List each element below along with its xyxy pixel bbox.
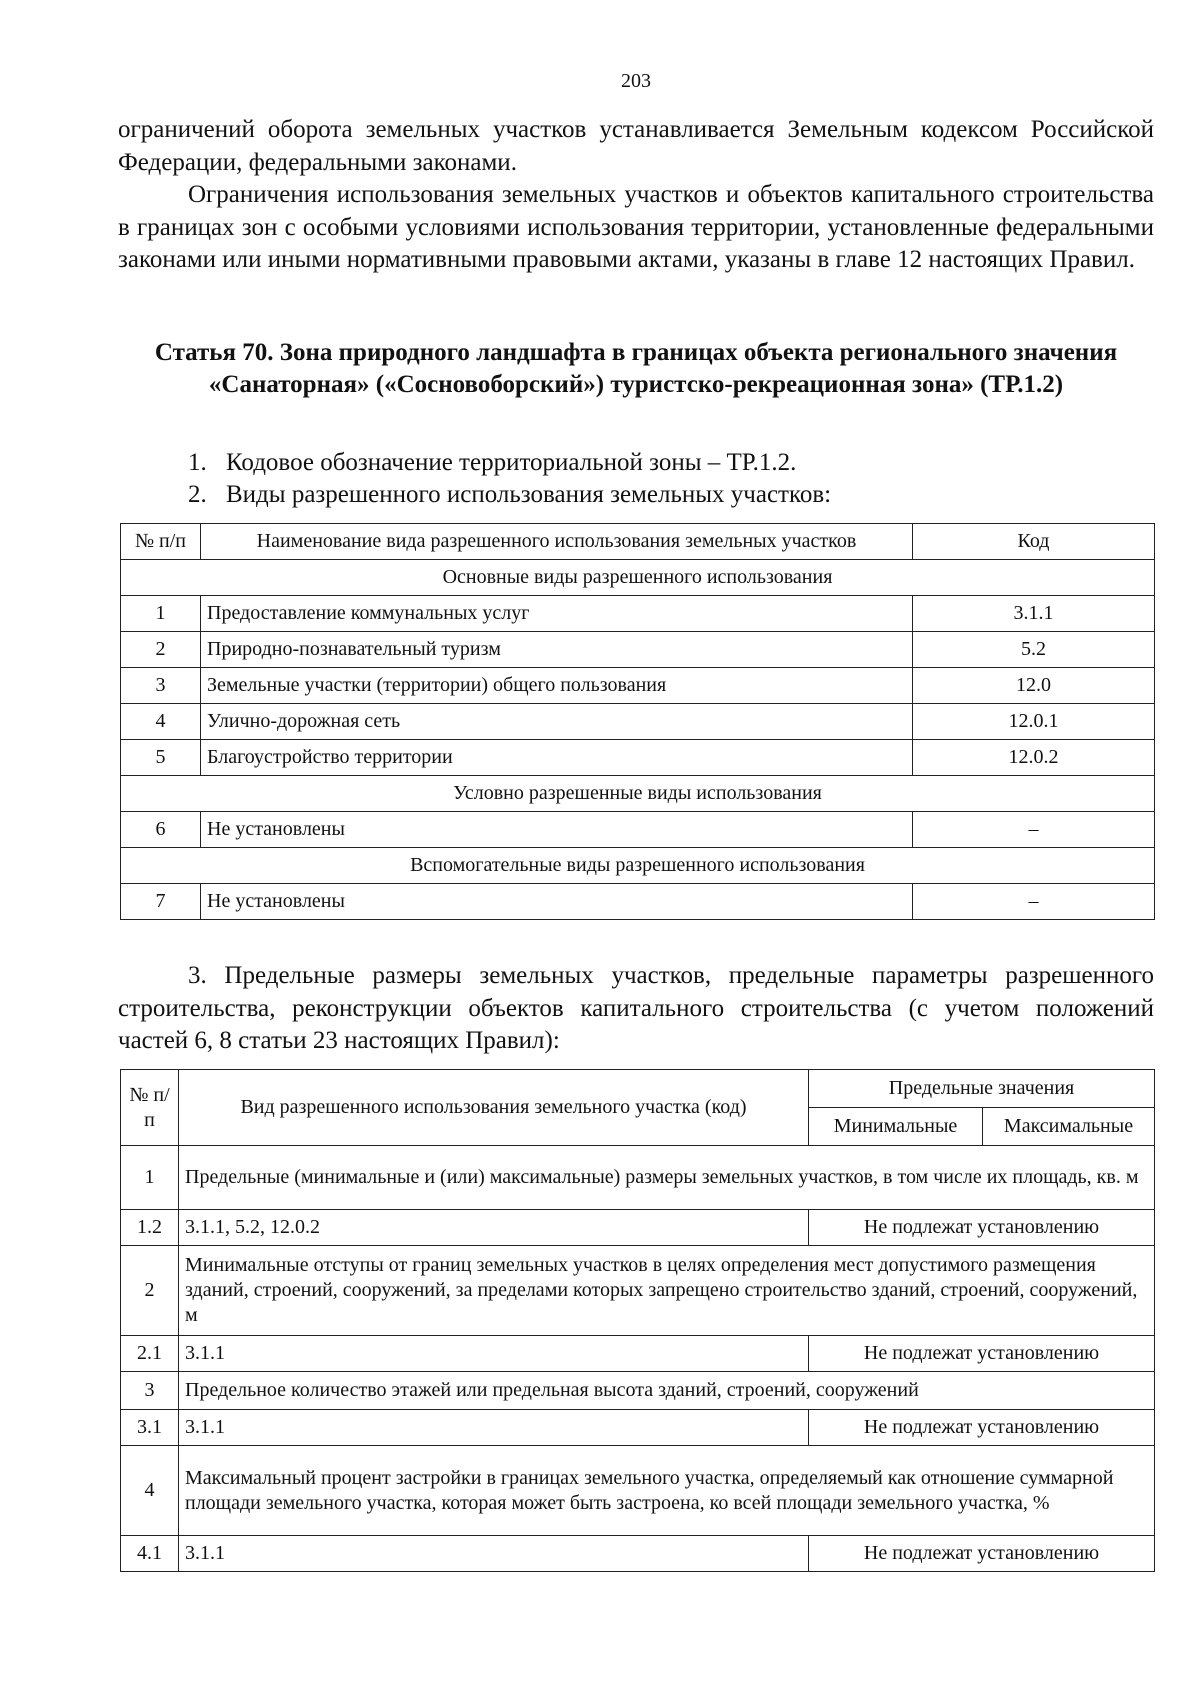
table-row xyxy=(121,1410,1155,1446)
row-value: Не подлежат установлению xyxy=(809,1336,1155,1372)
row-name: Предоставление коммунальных услуг xyxy=(201,596,913,632)
row-num: 3 xyxy=(121,1372,179,1410)
list-item xyxy=(188,479,831,511)
section-row xyxy=(121,1146,1155,1210)
row-codes: 3.1.1, 5.2, 12.0.2 xyxy=(179,1210,809,1246)
row-num: 1 xyxy=(121,596,201,632)
list-item xyxy=(188,447,796,479)
list-item-number: 2. xyxy=(188,481,207,508)
header-limits: Предельные значения xyxy=(809,1070,1155,1108)
section-text: Минимальные отступы от границ земельных участков в целях определения мест допустимого размещения зданий, строений, сооружений, за пределами которых запрещено строительство зданий, строений, сооружений, м xyxy=(179,1246,1155,1336)
paragraph-1: ограничений оборота земельных участков устанавливается Земельным кодексом Российской Федерации, федеральными законами. xyxy=(118,116,1154,176)
row-value: Не подлежат установлению xyxy=(809,1410,1155,1446)
header-num: № п/п xyxy=(121,1070,179,1146)
limit-parameters-table xyxy=(120,1069,1155,1572)
section-title: Условно разрешенные виды использования xyxy=(121,776,1155,812)
row-codes: 3.1.1 xyxy=(179,1410,809,1446)
row-num: 4 xyxy=(121,704,201,740)
list-item-text: Кодовое обозначение территориальной зоны – ТР.1.2. xyxy=(226,449,797,476)
table-row xyxy=(121,596,1155,632)
row-code: – xyxy=(913,884,1155,920)
row-num: 5 xyxy=(121,740,201,776)
table-row xyxy=(121,1536,1155,1572)
row-name: Земельные участки (территории) общего пользования xyxy=(201,668,913,704)
section-row xyxy=(121,1446,1155,1536)
row-value: Не подлежат установлению xyxy=(809,1210,1155,1246)
row-num: 4 xyxy=(121,1446,179,1536)
table-row xyxy=(121,884,1155,920)
section-row xyxy=(121,1246,1155,1336)
row-codes: 3.1.1 xyxy=(179,1536,809,1572)
row-num: 6 xyxy=(121,812,201,848)
row-code: 3.1.1 xyxy=(913,596,1155,632)
row-num: 1 xyxy=(121,1146,179,1210)
section-text: Предельное количество этажей или предельная высота зданий, строений, сооружений xyxy=(179,1372,1155,1410)
row-name: Не установлены xyxy=(201,884,913,920)
table-header-row xyxy=(121,1070,1155,1108)
row-name: Благоустройство территории xyxy=(201,740,913,776)
section-title: Основные виды разрешенного использования xyxy=(121,560,1155,596)
table-row xyxy=(121,1336,1155,1372)
row-code: 5.2 xyxy=(913,632,1155,668)
header-kind: Вид разрешенного использования земельного участка (код) xyxy=(179,1070,809,1146)
paragraph-3: 3. Предельные размеры земельных участков, предельные параметры разрешенного строительства, реконструкции объектов капитального строительства (с учетом положений частей 6, 8 статьи 23 настоящих Правил): xyxy=(118,962,1154,1054)
table-row xyxy=(121,632,1155,668)
section-row xyxy=(121,560,1155,596)
row-name: Природно-познавательный туризм xyxy=(201,632,913,668)
list-item-number: 1. xyxy=(188,449,207,476)
section-row xyxy=(121,848,1155,884)
section-row xyxy=(121,1372,1155,1410)
row-num: 2.1 xyxy=(121,1336,179,1372)
article-title: Статья 70. Зона природного ландшафта в границах объекта регионального значения «Санаторная» («Сосновоборский») туристско-рекреационная зона» (ТР.1.2) xyxy=(154,339,1118,398)
table-row xyxy=(121,812,1155,848)
permitted-use-table xyxy=(120,523,1155,920)
header-code: Код xyxy=(913,524,1155,560)
list-item-text: Виды разрешенного использования земельных участков: xyxy=(226,481,832,508)
row-code: 12.0 xyxy=(913,668,1155,704)
row-code: – xyxy=(913,812,1155,848)
section-row xyxy=(121,776,1155,812)
table-row xyxy=(121,668,1155,704)
row-codes: 3.1.1 xyxy=(179,1336,809,1372)
row-name: Не установлены xyxy=(201,812,913,848)
table-header-row xyxy=(121,524,1155,560)
row-value: Не подлежат установлению xyxy=(809,1536,1155,1572)
row-num: 1.2 xyxy=(121,1210,179,1246)
row-num: 2 xyxy=(121,632,201,668)
section-title: Вспомогательные виды разрешенного использования xyxy=(121,848,1155,884)
section-text: Максимальный процент застройки в границах земельного участка, определяемый как отношение суммарной площади земельного участка, которая может быть застроена, ко всей площади земельного участка, % xyxy=(179,1446,1155,1536)
row-num: 3 xyxy=(121,668,201,704)
table-row xyxy=(121,1210,1155,1246)
row-num: 2 xyxy=(121,1246,179,1336)
table-row xyxy=(121,740,1155,776)
header-num: № п/п xyxy=(121,524,201,560)
paragraph-2: Ограничения использования земельных участков и объектов капитального строительства в границах зон с особыми условиями использования территории, установленные федеральными законами или иными нормативными правовыми актами, указаны в главе 12 настоящих Правил. xyxy=(118,181,1154,273)
page-number: 203 xyxy=(621,70,651,92)
section-text: Предельные (минимальные и (или) максимальные) размеры земельных участков, в том числе их площадь, кв. м xyxy=(179,1146,1155,1210)
row-num: 4.1 xyxy=(121,1536,179,1572)
header-max: Максимальные xyxy=(983,1108,1155,1146)
table-row xyxy=(121,704,1155,740)
row-name: Улично-дорожная сеть xyxy=(201,704,913,740)
header-min: Минимальные xyxy=(809,1108,983,1146)
row-code: 12.0.1 xyxy=(913,704,1155,740)
row-num: 3.1 xyxy=(121,1410,179,1446)
row-num: 7 xyxy=(121,884,201,920)
header-name: Наименование вида разрешенного использования земельных участков xyxy=(201,524,913,560)
row-code: 12.0.2 xyxy=(913,740,1155,776)
